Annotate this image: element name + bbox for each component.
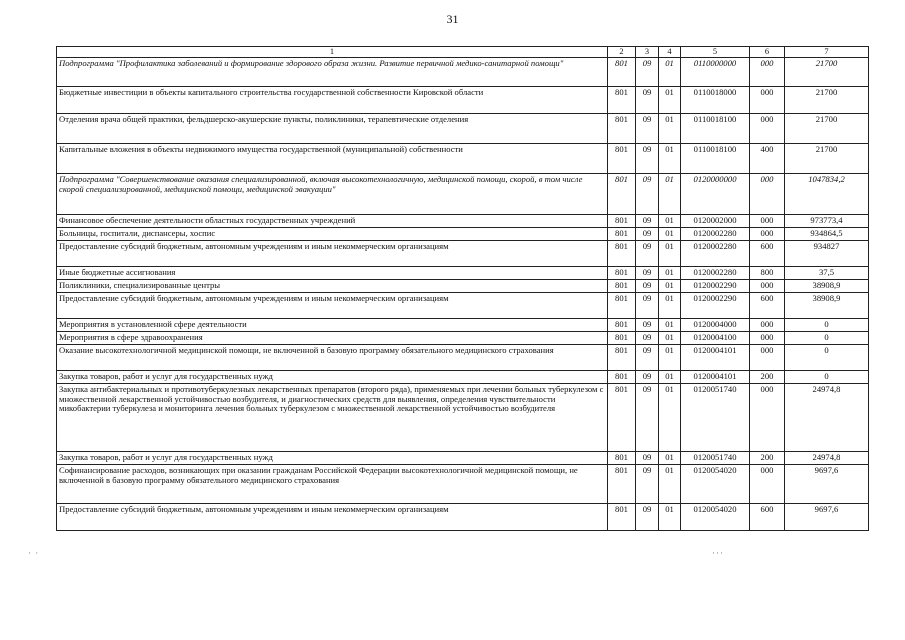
- section-code-cell: 801: [608, 143, 636, 173]
- table-row: [57, 383, 869, 451]
- expense-type-cell: 200: [750, 370, 785, 383]
- subsection-code-cell: 09: [636, 383, 659, 451]
- row-name-cell: Бюджетные инвестиции в объекты капитального строительства государственной собственности Кировской области: [57, 86, 608, 113]
- subsection-code-cell: 09: [636, 370, 659, 383]
- expense-type-cell: 000: [750, 113, 785, 143]
- subsection2-code-cell: 01: [659, 214, 681, 227]
- subsection2-code-cell: 01: [659, 266, 681, 279]
- page-number: 31: [446, 12, 459, 26]
- target-article-cell: 0110018000: [681, 86, 750, 113]
- table-row: [57, 214, 869, 227]
- target-article-cell: 0120054020: [681, 464, 750, 503]
- subsection2-code-cell: 01: [659, 370, 681, 383]
- section-code-cell: 801: [608, 451, 636, 464]
- row-name-cell: Поликлиники, специализированные центры: [57, 279, 608, 292]
- header-cell-2: 2: [608, 47, 636, 58]
- subsection2-code-cell: 01: [659, 383, 681, 451]
- subsection2-code-cell: 01: [659, 318, 681, 331]
- amount-cell: 0: [785, 331, 869, 344]
- subsection-code-cell: 09: [636, 214, 659, 227]
- expense-type-cell: 000: [750, 227, 785, 240]
- table-row: [57, 113, 869, 143]
- amount-cell: 9697,6: [785, 464, 869, 503]
- subsection-code-cell: 09: [636, 173, 659, 214]
- subsection2-code-cell: 01: [659, 331, 681, 344]
- target-article-cell: 0120000000: [681, 173, 750, 214]
- subsection-code-cell: 09: [636, 292, 659, 318]
- subsection-code-cell: 09: [636, 266, 659, 279]
- expense-type-cell: 000: [750, 331, 785, 344]
- target-article-cell: 0110018100: [681, 113, 750, 143]
- row-name-cell: Софинансирование расходов, возникающих при оказании гражданам Российской Федерации высокотехнологичной медицинской помощи, не включенной в базовую программу обязательного медицинского страхования: [57, 464, 608, 503]
- subsection2-code-cell: 01: [659, 113, 681, 143]
- subsection2-code-cell: 01: [659, 279, 681, 292]
- table-row: [57, 503, 869, 530]
- section-code-cell: 801: [608, 383, 636, 451]
- amount-cell: 24974,8: [785, 451, 869, 464]
- budget-table: [56, 46, 869, 531]
- subsection-code-cell: 09: [636, 318, 659, 331]
- amount-cell: 38908,9: [785, 279, 869, 292]
- row-name-cell: Мероприятия в установленной сфере деятельности: [57, 318, 608, 331]
- section-code-cell: 801: [608, 266, 636, 279]
- header-cell-7: 7: [785, 47, 869, 58]
- amount-cell: 934864,5: [785, 227, 869, 240]
- section-code-cell: 801: [608, 86, 636, 113]
- expense-type-cell: 000: [750, 57, 785, 86]
- header-cell-6: 6: [750, 47, 785, 58]
- amount-cell: 973773,4: [785, 214, 869, 227]
- expense-type-cell: 000: [750, 344, 785, 370]
- subsection2-code-cell: 01: [659, 86, 681, 113]
- table-row: [57, 227, 869, 240]
- subsection-code-cell: 09: [636, 86, 659, 113]
- target-article-cell: 0110018100: [681, 143, 750, 173]
- expense-type-cell: 000: [750, 279, 785, 292]
- section-code-cell: 801: [608, 214, 636, 227]
- table-row: [57, 464, 869, 503]
- section-code-cell: 801: [608, 57, 636, 86]
- expense-type-cell: 400: [750, 143, 785, 173]
- amount-cell: 21700: [785, 86, 869, 113]
- section-code-cell: 801: [608, 344, 636, 370]
- table-row: [57, 331, 869, 344]
- section-code-cell: 801: [608, 464, 636, 503]
- row-name-cell: Больницы, госпитали, диспансеры, хоспис: [57, 227, 608, 240]
- table-row: [57, 240, 869, 266]
- subsection2-code-cell: 01: [659, 240, 681, 266]
- section-code-cell: 801: [608, 331, 636, 344]
- expense-type-cell: 000: [750, 214, 785, 227]
- amount-cell: 37,5: [785, 266, 869, 279]
- target-article-cell: 0120004000: [681, 318, 750, 331]
- amount-cell: 9697,6: [785, 503, 869, 530]
- section-code-cell: 801: [608, 279, 636, 292]
- expense-type-cell: 600: [750, 503, 785, 530]
- target-article-cell: 0120051740: [681, 451, 750, 464]
- subsection-code-cell: 09: [636, 344, 659, 370]
- target-article-cell: 0120004100: [681, 331, 750, 344]
- target-article-cell: 0120004101: [681, 344, 750, 370]
- row-name-cell: Мероприятия в сфере здравоохранения: [57, 331, 608, 344]
- table-row: [57, 279, 869, 292]
- expense-type-cell: 800: [750, 266, 785, 279]
- target-article-cell: 0120002290: [681, 292, 750, 318]
- row-name-cell: Подпрограмма "Совершенствование оказания специализированной, включая высокотехнологичную, медицинской помощи, скорой, в том числе скорой специализированной, медицинской помощи, медицинской эвакуации": [57, 173, 608, 214]
- subsection-code-cell: 09: [636, 113, 659, 143]
- section-code-cell: 801: [608, 113, 636, 143]
- expense-type-cell: 000: [750, 173, 785, 214]
- subsection-code-cell: 09: [636, 240, 659, 266]
- table-body: [57, 57, 869, 530]
- target-article-cell: 0120004101: [681, 370, 750, 383]
- row-name-cell: Капитальные вложения в объекты недвижимого имущества государственной (муниципальной) собственности: [57, 143, 608, 173]
- amount-cell: 21700: [785, 143, 869, 173]
- section-code-cell: 801: [608, 318, 636, 331]
- amount-cell: 38908,9: [785, 292, 869, 318]
- subsection2-code-cell: 01: [659, 503, 681, 530]
- expense-type-cell: 000: [750, 383, 785, 451]
- table-row: [57, 266, 869, 279]
- subsection2-code-cell: 01: [659, 57, 681, 86]
- header-cell-3: 3: [636, 47, 659, 58]
- section-code-cell: 801: [608, 173, 636, 214]
- header-cell-5: 5: [681, 47, 750, 58]
- row-name-cell: Подпрограмма "Профилактика заболеваний и формирование здорового образа жизни. Развитие первичной медико-санитарной помощи": [57, 57, 608, 86]
- subsection-code-cell: 09: [636, 503, 659, 530]
- amount-cell: 21700: [785, 57, 869, 86]
- subsection2-code-cell: 01: [659, 344, 681, 370]
- target-article-cell: 0120051740: [681, 383, 750, 451]
- target-article-cell: 0120002290: [681, 279, 750, 292]
- amount-cell: 934827: [785, 240, 869, 266]
- header-cell-4: 4: [659, 47, 681, 58]
- header-cell-1: 1: [57, 47, 608, 58]
- subsection-code-cell: 09: [636, 331, 659, 344]
- table-row: [57, 344, 869, 370]
- table-row: [57, 370, 869, 383]
- subsection-code-cell: 09: [636, 464, 659, 503]
- row-name-cell: Предоставление субсидий бюджетным, автономным учреждениям и иным некоммерческим организациям: [57, 240, 608, 266]
- row-name-cell: Иные бюджетные ассигнования: [57, 266, 608, 279]
- section-code-cell: 801: [608, 370, 636, 383]
- subsection2-code-cell: 01: [659, 292, 681, 318]
- table-row: [57, 451, 869, 464]
- amount-cell: 21700: [785, 113, 869, 143]
- row-name-cell: Закупка товаров, работ и услуг для государственных нужд: [57, 370, 608, 383]
- amount-cell: 1047834,2: [785, 173, 869, 214]
- expense-type-cell: 000: [750, 86, 785, 113]
- subsection-code-cell: 09: [636, 227, 659, 240]
- section-code-cell: 801: [608, 503, 636, 530]
- target-article-cell: 0120002280: [681, 240, 750, 266]
- amount-cell: 0: [785, 344, 869, 370]
- scan-artifact: ···: [712, 548, 724, 558]
- row-name-cell: Предоставление субсидий бюджетным, автономным учреждениям и иным некоммерческим организациям: [57, 292, 608, 318]
- row-name-cell: Закупка антибактериальных и противотуберкулезных лекарственных препаратов (второго ряда), применяемых при лечении больных туберкулезом с множественной лекарственной устойчивостью возбудителя, и диагностических средств для выявления, определения чувствительности микобактерии туберкулеза и мониторинга лечения больных туберкулезом с множественной лекарственной устойчивостью возбудителя: [57, 383, 608, 451]
- table-row: [57, 292, 869, 318]
- expense-type-cell: 600: [750, 240, 785, 266]
- subsection2-code-cell: 01: [659, 143, 681, 173]
- subsection-code-cell: 09: [636, 57, 659, 86]
- table-row: [57, 173, 869, 214]
- target-article-cell: 0120054020: [681, 503, 750, 530]
- subsection2-code-cell: 01: [659, 464, 681, 503]
- table-row: [57, 57, 869, 86]
- header-row: [57, 47, 869, 58]
- section-code-cell: 801: [608, 292, 636, 318]
- row-name-cell: Финансовое обеспечение деятельности областных государственных учреждений: [57, 214, 608, 227]
- target-article-cell: 0110000000: [681, 57, 750, 86]
- target-article-cell: 0120002280: [681, 266, 750, 279]
- expense-type-cell: 200: [750, 451, 785, 464]
- table-row: [57, 86, 869, 113]
- subsection-code-cell: 09: [636, 279, 659, 292]
- row-name-cell: Отделения врача общей практики, фельдшерско-акушерские пункты, поликлиники, терапевтические отделения: [57, 113, 608, 143]
- row-name-cell: Закупка товаров, работ и услуг для государственных нужд: [57, 451, 608, 464]
- row-name-cell: Предоставление субсидий бюджетным, автономным учреждениям и иным некоммерческим организациям: [57, 503, 608, 530]
- amount-cell: 0: [785, 370, 869, 383]
- scan-artifact: · ·: [28, 548, 40, 558]
- table-row: [57, 143, 869, 173]
- expense-type-cell: 000: [750, 318, 785, 331]
- row-name-cell: Оказание высокотехнологичной медицинской помощи, не включенной в базовую программу обязательного медицинского страхования: [57, 344, 608, 370]
- subsection2-code-cell: 01: [659, 173, 681, 214]
- amount-cell: 24974,8: [785, 383, 869, 451]
- subsection-code-cell: 09: [636, 143, 659, 173]
- section-code-cell: 801: [608, 240, 636, 266]
- table-row: [57, 318, 869, 331]
- subsection2-code-cell: 01: [659, 227, 681, 240]
- expense-type-cell: 600: [750, 292, 785, 318]
- subsection-code-cell: 09: [636, 451, 659, 464]
- subsection2-code-cell: 01: [659, 451, 681, 464]
- amount-cell: 0: [785, 318, 869, 331]
- section-code-cell: 801: [608, 227, 636, 240]
- target-article-cell: 0120002000: [681, 214, 750, 227]
- target-article-cell: 0120002280: [681, 227, 750, 240]
- expense-type-cell: 000: [750, 464, 785, 503]
